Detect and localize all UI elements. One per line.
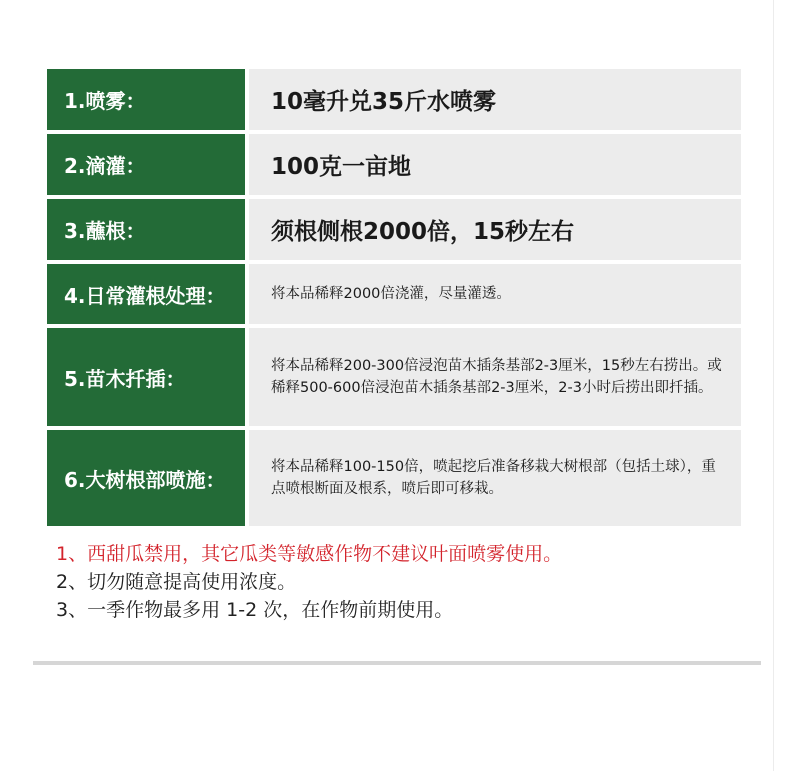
precaution-item: 2、切勿随意提高使用浓度。 [56,571,297,593]
usage-value: 将本品稀释200-300倍浸泡苗木插条基部2-3厘米，15秒左右捞出。或稀释500-600倍浸泡苗木插条基部2-3厘米，2-3小时后捞出即扦插。 [249,328,741,426]
usage-label: 2.滴灌： [47,134,245,195]
usage-row-root-irrigation [47,264,741,324]
usage-value: 10毫升兑35斤水喷雾 [249,69,741,130]
usage-label: 1.喷雾： [47,69,245,130]
precaution-item: 3、一季作物最多用 1-2 次，在作物前期使用。 [56,599,454,621]
usage-row-cutting [47,328,741,426]
usage-value: 须根侧根2000倍，15秒左右 [249,199,741,260]
precaution-warning: 1、西甜瓜禁用，其它瓜类等敏感作物不建议叶面喷雾使用。 [56,543,563,565]
usage-value: 将本品稀释100-150倍，喷起挖后准备移栽大树根部（包括土球），重点喷根断面及根系，喷后即可移栽。 [249,430,741,526]
usage-row-drip [47,134,741,195]
usage-label: 4.日常灌根处理： [47,264,245,324]
usage-table [47,69,741,530]
page-edge-line [773,0,774,771]
usage-label: 6.大树根部喷施： [47,430,245,526]
usage-row-root-dip [47,199,741,260]
usage-label: 3.蘸根： [47,199,245,260]
usage-value: 100克一亩地 [249,134,741,195]
usage-row-spray [47,69,741,130]
usage-label: 5.苗木扦插： [47,328,245,426]
precautions-list [56,540,562,624]
usage-row-tree-root-spray [47,430,741,526]
usage-value: 将本品稀释2000倍浇灌，尽量灌透。 [249,264,741,324]
section-divider [33,661,761,665]
